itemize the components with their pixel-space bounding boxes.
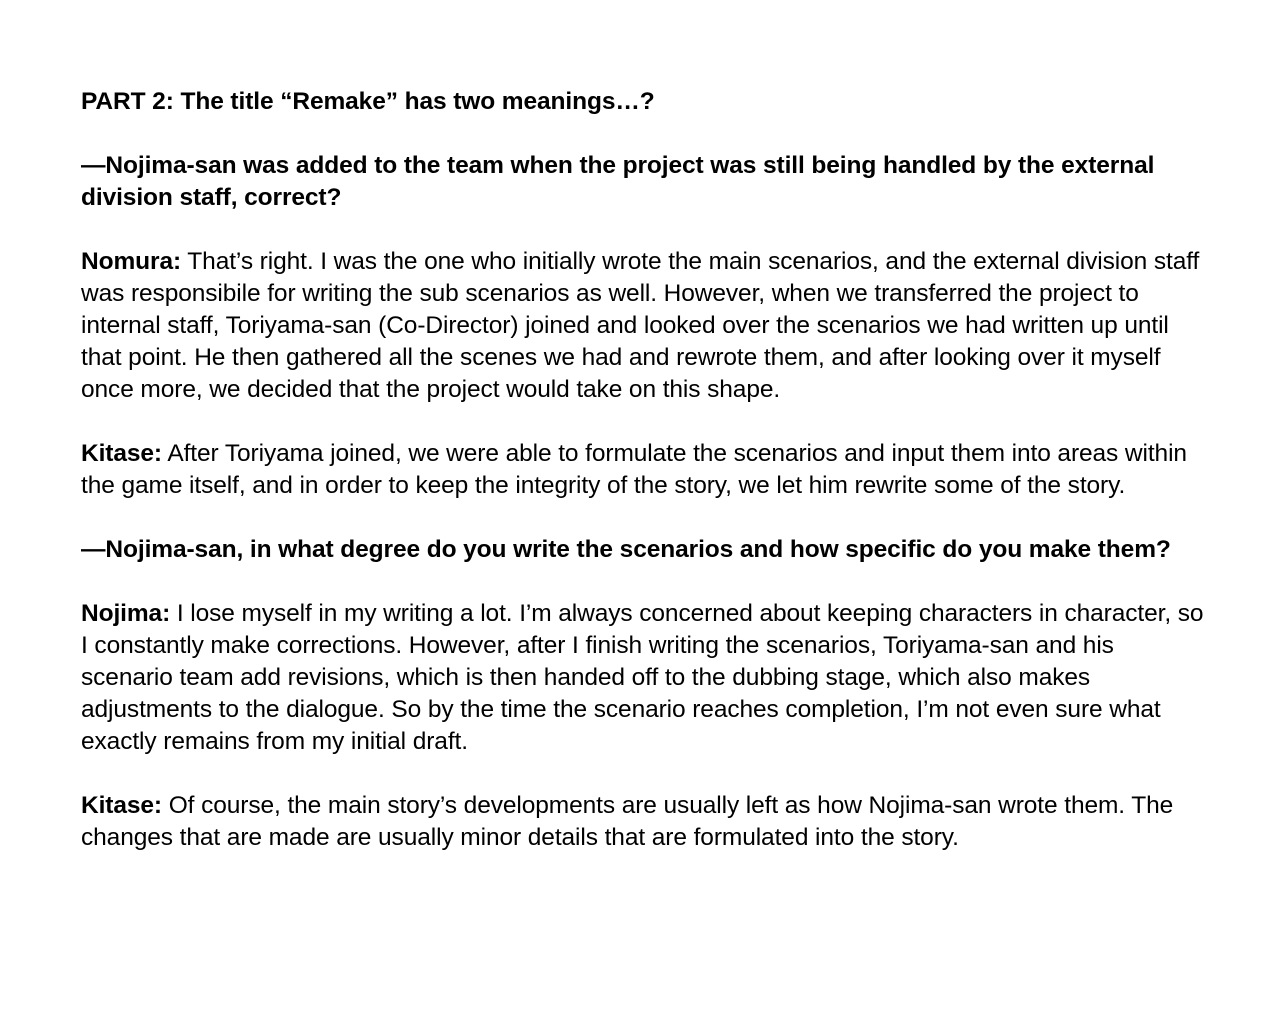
interviewer-question-1: —Nojima-san was added to the team when the project was still being handled by the external division staff, correct?	[81, 152, 1155, 211]
speaker-name: Kitase:	[81, 792, 162, 819]
answer-kitase-2	[81, 790, 1211, 854]
interview-document	[81, 86, 1211, 886]
answer-text: Of course, the main story’s developments are usually left as how Nojima-san wrote them. The changes that are made are usually minor details that are formulated into the story.	[81, 792, 1174, 851]
answer-nojima	[81, 598, 1211, 758]
answer-text: That’s right. I was the one who initially wrote the main scenarios, and the external division staff was responsibile for writing the sub scenarios as well. However, when we transferred the project to internal staff, Toriyama-san (Co-Director) joined and looked over the scenarios we had written up until that point. He then gathered all the scenes we had and rewrote them, and after looking over it myself once more, we decided that the project would take on this shape.	[81, 248, 1200, 403]
answer-text: I lose myself in my writing a lot. I’m always concerned about keeping characters in character, so I constantly make corrections. However, after I finish writing the scenarios, Toriyama-san and his scenario team add revisions, which is then handed off to the dubbing stage, which also makes adjustments to the dialogue. So by the time the scenario reaches completion, I’m not even sure what exactly remains from my initial draft.	[81, 600, 1204, 755]
interviewer-question-2: —Nojima-san, in what degree do you write the scenarios and how specific do you make them?	[81, 536, 1171, 563]
speaker-name: Nojima:	[81, 600, 171, 627]
answer-text: After Toriyama joined, we were able to formulate the scenarios and input them into areas within the game itself, and in order to keep the integrity of the story, we let him rewrite some of the story.	[81, 440, 1187, 499]
answer-kitase-1	[81, 438, 1211, 502]
speaker-name: Kitase:	[81, 440, 162, 467]
section-heading: PART 2: The title “Remake” has two meanings…?	[81, 88, 655, 115]
answer-nomura	[81, 246, 1211, 406]
speaker-name: Nomura:	[81, 248, 182, 275]
